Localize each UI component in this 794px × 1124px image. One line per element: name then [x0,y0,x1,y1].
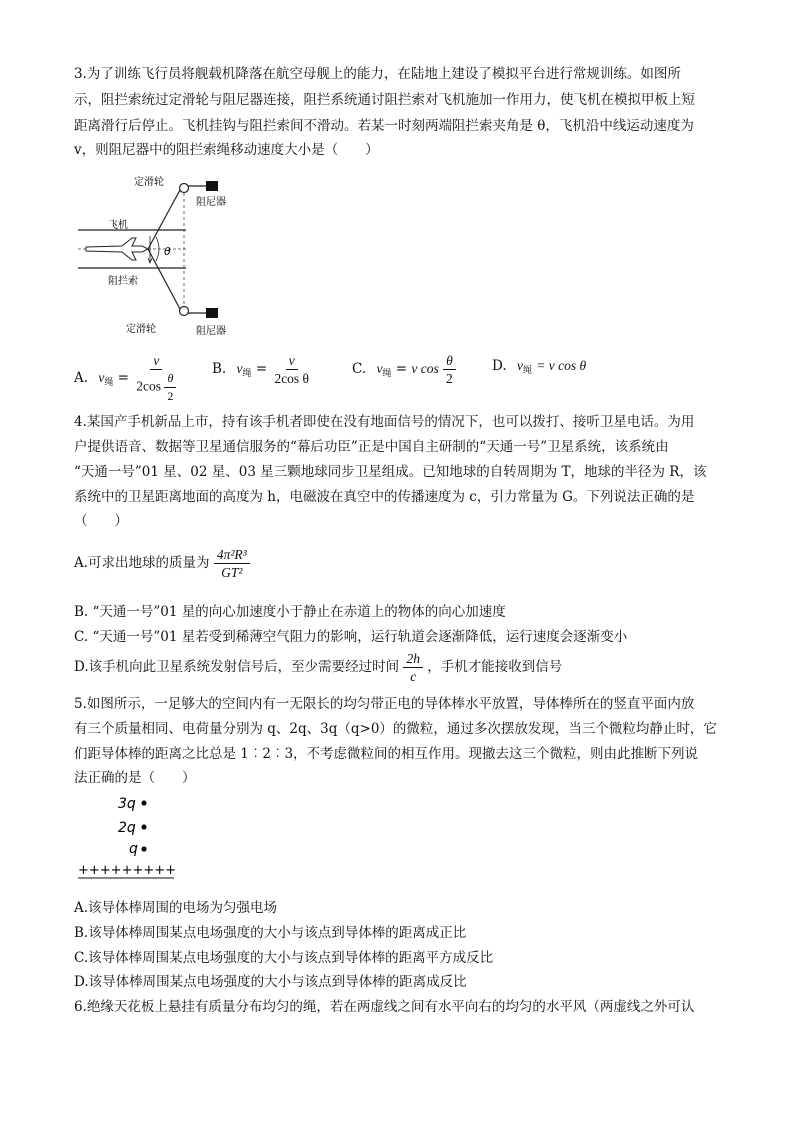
q3-line-3: 距离滑行后停止。飞机挂钩与阻拦索间不滑动。若某一时刻两端阻拦索夹角是 θ，飞机沿中线运动速度为 [74,118,694,134]
q4-line-1: 4.某国产手机新品上市，持有该手机者即使在没有地面信号的情况下，也可以拨打、接听卫星电话。为用 [74,414,695,430]
label-cable: 阻拦索 [108,276,138,287]
q6-line-1: 6.绝缘天花板上悬挂有质量分布均匀的绳，若在两虚线之间有水平向右的均匀的水平风（两虚线之外可认 [74,999,695,1015]
q3-option-d: D. $v_绳 = v$ cos θ [492,358,587,375]
label-theta: θ [164,245,171,258]
q4-option-d: D.该手机向此卫星系统发射信号后，至少需要经过时间 $\frac{2h}{c}$ ，手机才能接收到信号 [74,651,563,684]
label-damper-bottom: 阻尼器 [196,326,226,337]
q5-line-3: 们距导体棒的距离之比总是 1︰2︰3，不考虑微粒间的相互作用。现撤去这三个微粒，则由此推断下列说 [74,746,699,762]
q3-figure [78,168,258,340]
q5-option-c: C.该导体棒周围某点电场强度的大小与该点到导体棒的距离平方成反比 [74,950,494,966]
charge-3q-label: 3q [118,796,136,812]
q4-option-a: A.可求出地球的质量为 $\frac{\text{4π²R³}}{\text{GT²}}$ [74,546,250,581]
q3-option-b: B. $v_绳$ = $\frac{v}{\text{2cos θ}}$ [212,353,310,386]
label-pulley-bottom: 定滑轮 [126,324,156,335]
charge-q-label: q [129,841,138,857]
q5-line-4: 法正确的是（ ） [74,770,196,786]
q4-line-5: （ ） [74,513,128,529]
charge-2q-dot [141,824,146,829]
charge-2q-label: 2q [118,820,136,836]
charge-3q-dot [141,800,146,805]
charge-q-dot [141,846,146,851]
label-pulley-top: 定滑轮 [134,177,164,188]
q4-option-b: B. “天通一号”01 星的向心加速度小于静止在赤道上的物体的向心加速度 [74,604,506,620]
q4-line-3: “天通一号”01 星、02 星、03 星三颗地球同步卫星组成。已知地球的自转周期为 T，地球的半径为 R，该 [74,464,707,480]
q3-line-2: 示，阻拦索统过定滑轮与阻尼器连接，阻拦系统通讨阻拦索对飞机施加一作用力，使飞机在模拟甲板上短 [74,92,695,108]
q5-option-d: D.该导体棒周围某点电场强度的大小与该点到导体棒的距离成反比 [74,974,467,990]
q3-line-1: 3.为了训练飞行员将舰载机降落在航空母舰上的能力，在陆地上建设了模拟平台进行常规训练。如图所 [74,66,681,82]
q5-option-b: B.该导体棒周围某点电场强度的大小与该点到导体棒的距离成正比 [74,925,467,941]
label-damper-top: 阻尼器 [196,197,226,208]
label-plane: 飞机 [108,220,128,231]
q3-line-4: v，则阻尼器中的阻拦索绳移动速度大小是（ ） [74,142,379,158]
q5-figure [74,790,194,882]
q4-line-2: 户提供语音、数据等卫星通信服务的“幕后功臣”正是中国自主研制的“天通一号”卫星系统，该系统由 [74,439,669,455]
q3-option-c: C. $v_绳 = v$ cos $\frac{\theta}{2}$ [352,352,456,387]
charged-rod: +++++++++ [78,863,177,878]
q5-line-1: 5.如图所示，一足够大的空间内有一无限长的均匀带正电的导体棒水平放置，导体棒所在的竖直平面内放 [74,696,695,712]
q4-line-4: 系统中的卫星距离地面的高度为 h，电磁波在真空中的传播速度为 c，引力常量为 G。下列说法正确的是 [74,489,695,505]
q4-option-c: C. “天通一号”01 星若受到稀薄空气阻力的影响，运行轨道会逐渐降低，运行速度会逐渐变小 [74,629,628,645]
q3-option-a: A. $v_绳$ = v 2cos $\frac{\theta}{2}$ [74,352,179,405]
q5-line-2: 有三个质量相同、电荷量分别为 q、2q、3q（q>0）的微粒，通过多次摆放发现，当三个微粒均静止时，它 [74,721,717,737]
q5-option-a: A.该导体棒周围的电场为匀强电场 [74,900,278,916]
